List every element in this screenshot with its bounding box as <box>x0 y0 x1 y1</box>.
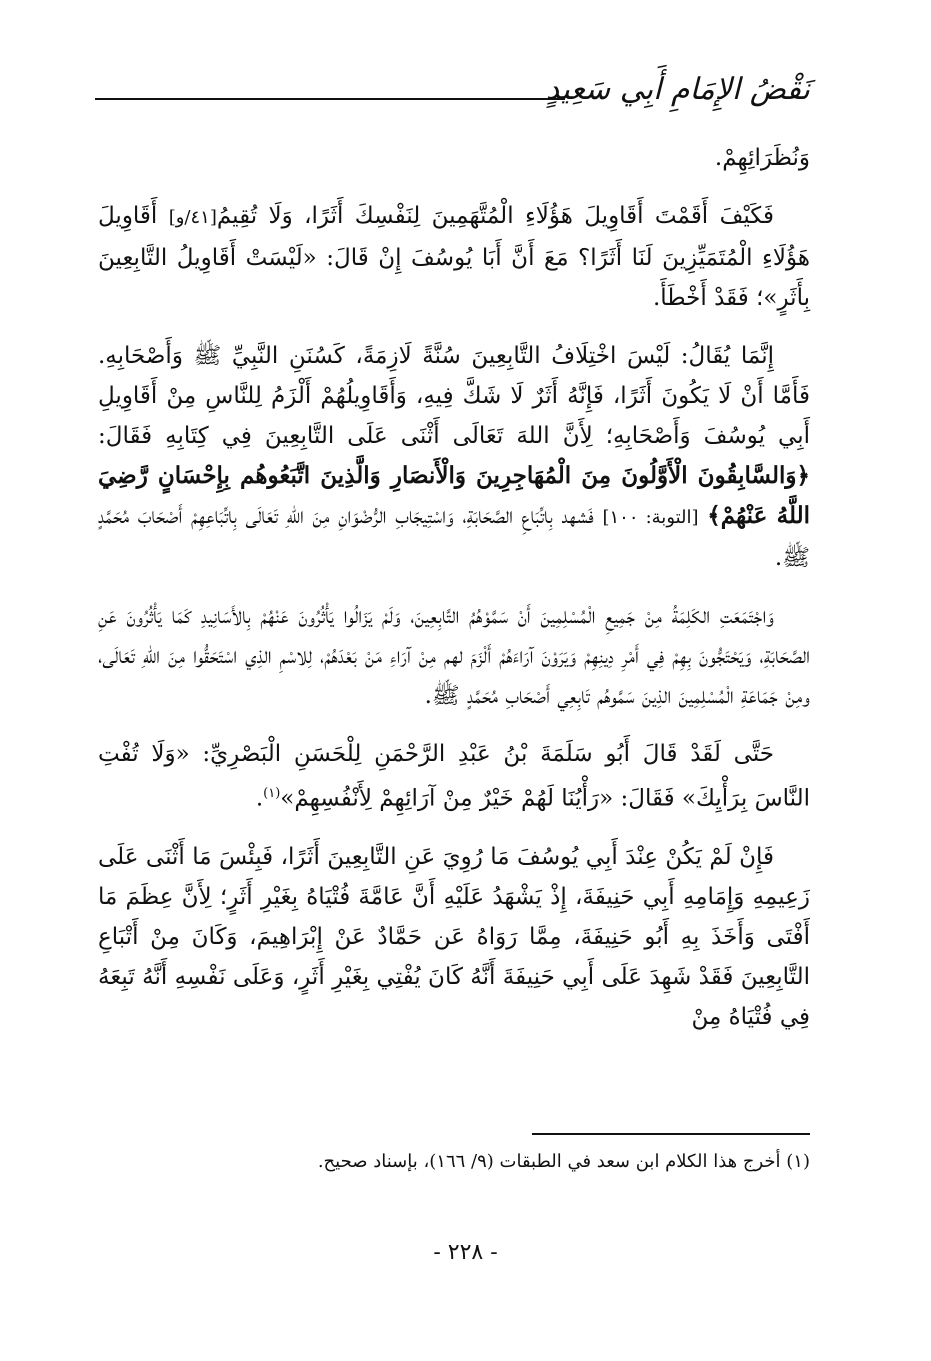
running-title: نَقْضُ الإِمَامِ أَبِي سَعِيدٍ <box>545 72 810 107</box>
manuscript-folio-ref: [٤١/و] <box>168 207 217 228</box>
quran-verse: ﴿وَالسَّابِقُونَ الْأَوَّلُونَ مِنَ الْمُهَاجِرِينَ وَالْأَنصَارِ وَالَّذِينَ اتَّبَعُوهُم بِإِحْسَانٍ رَّضِيَ اللَّهُ عَنْهُمْ﴾ <box>98 462 811 529</box>
paragraph <box>98 138 810 178</box>
paragraph-text: فَشهد بِاتِّبَاعِ الصَّحَابَةِ، وَاسْتِيجَابِ الرُّضْوَانِ مِنَ اللهِ تَعَالَى بِاتِّبَاعِهِمْ أَصْحَابَ مُحَمَّدٍ ﷺ. <box>98 503 810 571</box>
paragraph-text: وَاجْتَمَعَتِ الكَلِمَةُ مِنْ جَمِيعِ الْمُسْلِمِينَ أَنْ سَمَّوْهُمُ التَّابِعِينَ، وَلَمْ يَزَالُوا يَأْثُرُونَ عَنْهُمْ بِالأَسَانِيدِ كَمَا يَأْثُرُونَ عَنِ الصَّحَابَةِ، وَيَحْتَجُّونَ بِهِمْ فِي أَمْرِ دِينِهِمْ وَيَرَوْنَ آرَاءَهُمْ أَلْزَمَ لهم مِنْ آرَاءِ مَنْ بَعْدَهُمْ، لِلاسْمِ الذِي اسْتَحَقُّوا مِنَ اللهِ تَعَالَى، ومِنْ جَمَاعَةِ الْمُسْلِمِينَ الذِينَ سَمَّوهُم تَابِعِي أَصْحَابِ مُحَمَّدٍ ﷺ. <box>98 603 810 709</box>
footnote-separator <box>532 1133 810 1135</box>
main-text <box>98 138 810 1055</box>
paragraph <box>98 596 810 716</box>
footnote: (١) أخرج هذا الكلام ابن سعد في الطبقات (٩/ ١٦٦)، بإسناد صحيح. <box>317 1151 810 1172</box>
header-rule <box>95 98 565 100</box>
paragraph-text: إِنَّمَا يُقَالُ: لَيْسَ اخْتِلَافُ التَّابِعِينَ سُنَّةً لَازِمَةً، كَسُنَنِ النَّبِيِّ ﷺ وَأَصْحَابِهِ. <box>98 343 774 369</box>
paragraph-text: فَأَمَّا أَنْ لَا يَكُونَ أَثَرًا، فَإِنَّهُ أَثَرٌ لَا شَكَّ فِيهِ، وَأَقَاوِيلُهُمْ أَلْزَمُ لِلنَّاسِ مِنْ أَقَاوِيلِ أَبِي يُوسُفَ وَأَصْحَابِهِ؛ لِأَنَّ اللهَ تَعَالَى أَثْنَى عَلَى التَّابِعِينَ فِي كِتَابِهِ فَقَالَ: <box>98 383 810 449</box>
paragraph <box>98 837 810 1037</box>
paragraph-text: فَإِنْ لَمْ يَكُنْ عِنْدَ أَبِي يُوسُفَ مَا رُوِيَ عَنِ التَّابِعِينَ أَثَرًا، فَبِئْسَ مَا أَثْنَى عَلَى زَعِيمِهِ وَإِمَامِهِ أَبِي حَنِيفَةَ، إِذْ يَشْهَدُ عَلَيْهِ أَنَّ عَامَّةَ فُتْيَاهُ بِغَيْرِ أَثَرٍ؛ لِأَنَّ عِظَمَ مَا أَفْتَى وَأَخَذَ بِهِ أَبُو حَنِيفَةَ، مِمَّا رَوَاهُ عَن حَمَّادٌ عَنْ إِبْرَاهِيمَ، وَكَانَ مِنْ أَتْبَاعِ التَّابِعِينَ فَقَدْ شَهِدَ عَلَى أَبِي حَنِيفَةَ أَنَّهُ كَانَ يُفْتِي بِغَيْرِ أَثَرٍ، وَعَلَى نَفْسِهِ أَنَّهُ تَبِعَهُ فِي فُتْيَاهُ مِنْ <box>98 843 810 1030</box>
paragraph: حَتَّى لَقَدْ قَالَ أَبُو سَلَمَةَ بْنُ عَبْدِ الرَّحْمَنِ لِلْحَسَنِ الْبَصْرِيِّ: «وَلَا تُفْتِ النَّاسَ بِرَأْيِكَ» فَقَالَ: «رَأْيُنَا لَهُمْ خَيْرٌ مِنْ آرَائِهِمْ لِأَنْفُسِهِمْ»$^{(١)}$. <box>98 741 810 812</box>
verse-source: [التوبة: ١٠٠] <box>602 507 699 528</box>
paragraph-text: فَكَيْفَ أَقَمْتَ أَقَاوِيلَ هَؤُلَاءِ الْمُتَّهَمِينَ لِنَفْسِكَ أَثَرًا، وَلَا تُقِيمُ <box>216 203 775 229</box>
paragraph <box>98 336 810 578</box>
paragraph-text: أَقَاوِيلَ هَؤُلَاءِ الْمُتَمَيِّزِينَ لَنَا أَثَرًا؟ مَعَ أَنَّ أَبَا يُوسُفَ إِنْ قَالَ: «لَيْسَتْ أَقَاوِيلُ التَّابِعِينَ بِأَثَرٍ»؛ فَقَدْ أَخْطَأَ. <box>98 203 810 311</box>
page-number: - ٢٢٨ - <box>433 1240 498 1265</box>
paragraph-text: وَنُظَرَائِهِمْ. <box>714 145 810 171</box>
paragraph-text: حَتَّى لَقَدْ قَالَ أَبُو سَلَمَةَ بْنُ عَبْدِ الرَّحْمَنِ لِلْحَسَنِ الْبَصْرِيِّ: «وَلَا تُفْتِ النَّاسَ بِرَأْيِكَ» فَقَالَ: «رَأْيُنَا لَهُمْ خَيْرٌ مِنْ آرَائِهِمْ لِأَنْفُسِهِمْ» <box>98 741 810 812</box>
footnote-marker[interactable]: (١) <box>263 786 281 801</box>
paragraph <box>98 196 810 318</box>
running-header <box>95 72 810 112</box>
